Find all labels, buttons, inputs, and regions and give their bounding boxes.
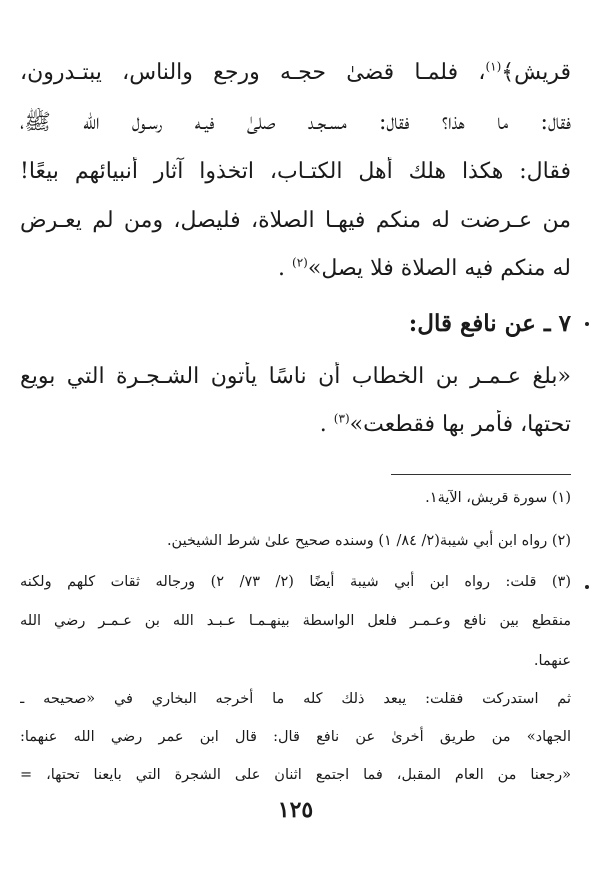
footnote-3-line-4: ثم استدركت فقلت: يبعد ذلك كله ما أخرجه البخاري في «صحيحه ـ bbox=[20, 691, 571, 707]
margin-dot bbox=[585, 585, 589, 589]
body-line-5: له منكم فيه الصلاة فلا يصل»$^{(٢)}$ . bbox=[278, 255, 571, 281]
footnote-2: (٢) رواه ابن أبي شيبة(٢/ ٨٤/ ١) وسنده صحيح علىٰ شرط الشيخين. bbox=[166, 533, 571, 549]
narration-line-2: تحتها، فأمر بها فقطعت»$^{(٣)}$ . bbox=[319, 411, 571, 437]
footnote-3-line-6: «رجعنا من العام المقبل، فما اجتمع اثنان على الشجرة التي بايعنا تحتها، = bbox=[20, 767, 571, 783]
footnote-ref-2: (٢) bbox=[292, 255, 308, 270]
page-number: ١٢٥ bbox=[277, 797, 314, 823]
section-heading: ٧ ـ عن نافع قال: bbox=[408, 310, 571, 337]
footnote-3-line-5: الجهاد» من طريق أخرىٰ عن نافع قال: قال ابن عمر رضي الله عنهما: bbox=[20, 729, 571, 745]
footnote-1: (١) سورة قريش، الآية١. bbox=[425, 490, 571, 506]
body-line-4: من عـرضت له منكم فيهـا الصلاة، فليصل، ومن لم يعـرض bbox=[20, 208, 571, 233]
footnote-ref-3: (٣) bbox=[333, 411, 350, 426]
margin-dot bbox=[585, 322, 589, 326]
body-line-1: قريش﴾$^{(١)}$، فلمـا قضىٰ حجـه ورجع والناس، يبتـدرون، bbox=[20, 59, 571, 85]
footnote-3-line-1: (٣) قلت: رواه ابن أبي شيبة أيضًا (٢/ ٧٣/ ٢) ورجاله ثقات كلهم ولكنه bbox=[20, 574, 571, 590]
footnote-3-line-2: منقطع بين نافع وعـمـر فلعل الواسطة بينهـمـا عـبـد الله بن عـمـر رضي الله bbox=[20, 613, 571, 629]
narration-line-1: «بلغ عـمـر بن الخطاب أن ناسًا يأتون الشـجـرة التي بويع bbox=[20, 364, 571, 389]
footnote-ref-1: (١) bbox=[485, 59, 502, 74]
body-line-2: فقال: ما هذا؟ فقال: مسـجـد صلىٰ فيـه رسـول الله ﷺ، bbox=[20, 110, 571, 135]
footnote-separator bbox=[391, 474, 571, 475]
footnote-3-line-3: عنهما. bbox=[533, 653, 571, 669]
body-line-3: فقال: هكذا هلك أهل الكتـاب، اتخذوا آثار أنبيائهم بيعًا! bbox=[20, 159, 571, 184]
